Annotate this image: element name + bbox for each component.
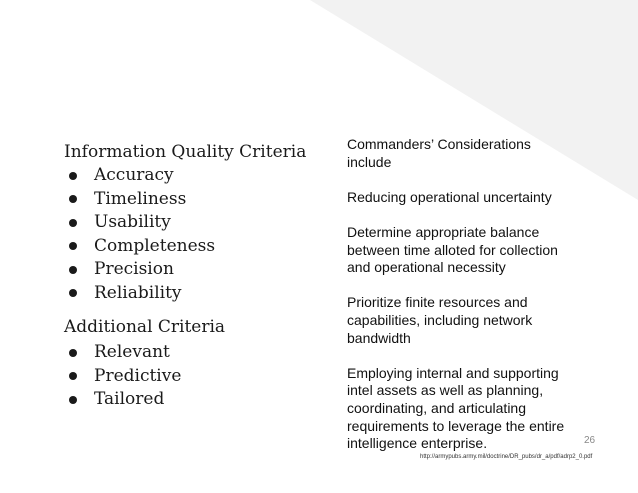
criteria-timeliness: Timeliness	[94, 188, 187, 209]
criteria-reliability: Reliability	[94, 282, 182, 303]
criteria-relevant: Relevant	[94, 342, 170, 362]
bullet-icon	[69, 195, 77, 203]
list-item	[64, 365, 324, 389]
criteria-completeness: Completeness	[94, 235, 216, 256]
bullet-icon	[69, 219, 77, 227]
criteria-usability: Usability	[94, 212, 171, 232]
consideration-paragraph: Prioritize finite resources and capabilities, including network bandwidth	[347, 294, 533, 346]
list-item	[64, 164, 324, 188]
criteria-accuracy: Accuracy	[94, 165, 174, 185]
bullet-icon	[69, 396, 77, 404]
list-item	[64, 235, 324, 259]
bullet-icon	[69, 372, 77, 380]
considerations-heading: Commanders’ Considerations include	[347, 136, 531, 170]
list-item	[64, 282, 324, 306]
criteria-predictive: Predictive	[94, 365, 182, 386]
list-item	[64, 258, 324, 282]
list-item	[64, 211, 324, 235]
bullet-icon	[69, 172, 77, 180]
source-url-link[interactable]: http://armypubs.army.mil/doctrine/DR_pubs/dr_a/pdf/adrp2_0.pdf	[420, 454, 593, 460]
consideration-paragraph: Employing internal and supporting intel assets as well as planning, coordinating, and articulating requirements to leverage the entire intelligence enterprise.	[347, 364, 565, 452]
page-number: 26	[584, 435, 596, 446]
bullet-icon	[69, 266, 77, 274]
bullet-icon	[69, 289, 77, 297]
information-quality-criteria-list	[64, 164, 324, 305]
commanders-considerations-column	[347, 136, 577, 453]
consideration-paragraph: Reducing operational uncertainty	[347, 188, 552, 205]
additional-criteria-heading: Additional Criteria	[64, 317, 226, 337]
list-item	[64, 188, 324, 212]
criteria-tailored: Tailored	[94, 389, 165, 409]
additional-criteria-list	[64, 341, 324, 412]
quality-criteria-column	[64, 140, 324, 412]
list-item	[64, 388, 324, 412]
consideration-paragraph: Determine appropriate balance between time alloted for collection and operational necessity	[347, 223, 558, 276]
list-item	[64, 341, 324, 365]
bullet-icon	[69, 349, 77, 357]
bullet-icon	[69, 242, 77, 250]
criteria-precision: Precision	[94, 259, 174, 279]
information-quality-criteria-heading: Information Quality Criteria	[64, 142, 307, 162]
